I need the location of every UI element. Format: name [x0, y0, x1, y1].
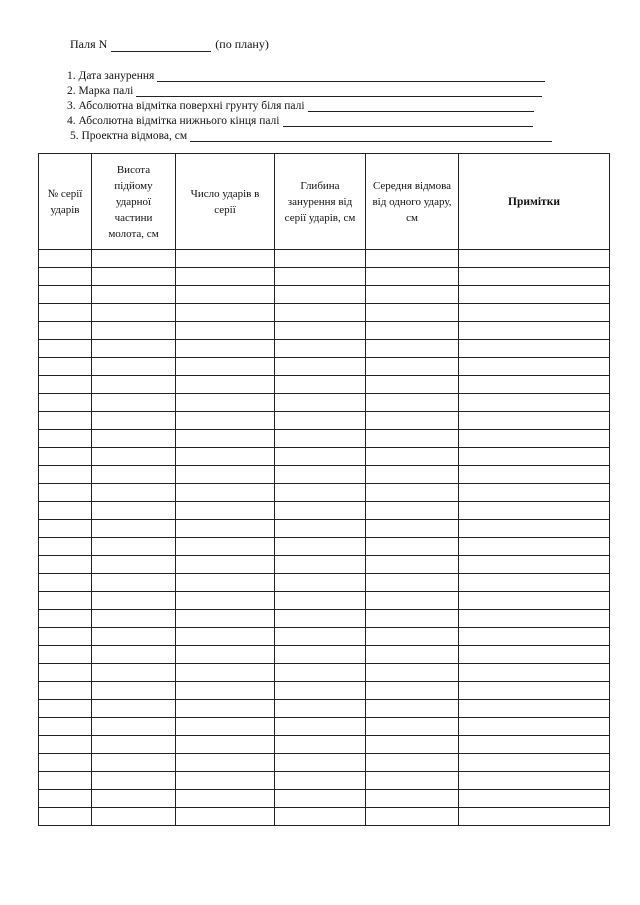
table-cell[interactable] — [176, 412, 275, 430]
table-cell[interactable] — [366, 700, 459, 718]
table-cell[interactable] — [176, 646, 275, 664]
table-row — [39, 538, 610, 556]
table-row — [39, 394, 610, 412]
table-cell[interactable] — [459, 574, 610, 592]
table-cell[interactable] — [459, 592, 610, 610]
table-cell[interactable] — [366, 574, 459, 592]
table-cell[interactable] — [176, 718, 275, 736]
table-cell[interactable] — [366, 412, 459, 430]
table-cell[interactable] — [366, 682, 459, 700]
table-cell[interactable] — [459, 358, 610, 376]
table-cell[interactable] — [275, 628, 366, 646]
table-cell[interactable] — [39, 376, 92, 394]
pile-number-field[interactable] — [111, 40, 211, 52]
table-cell[interactable] — [366, 466, 459, 484]
table-cell[interactable] — [39, 358, 92, 376]
table-cell[interactable] — [176, 502, 275, 520]
table-row — [39, 358, 610, 376]
table-cell[interactable] — [92, 358, 176, 376]
table-cell[interactable] — [459, 556, 610, 574]
table-cell[interactable] — [459, 790, 610, 808]
table-cell[interactable] — [459, 466, 610, 484]
table-cell[interactable] — [176, 628, 275, 646]
table-cell[interactable] — [366, 376, 459, 394]
table-cell[interactable] — [459, 754, 610, 772]
table-cell[interactable] — [275, 610, 366, 628]
table-cell[interactable] — [275, 808, 366, 826]
table-cell[interactable] — [459, 286, 610, 304]
table-cell[interactable] — [176, 268, 275, 286]
table-cell[interactable] — [39, 286, 92, 304]
table-row — [39, 412, 610, 430]
table-row — [39, 736, 610, 754]
table-header-row — [39, 154, 610, 250]
table-cell[interactable] — [39, 610, 92, 628]
table-cell[interactable] — [459, 376, 610, 394]
table-cell[interactable] — [366, 664, 459, 682]
table-cell[interactable] — [39, 538, 92, 556]
table-cell[interactable] — [176, 556, 275, 574]
table-row — [39, 448, 610, 466]
table-cell[interactable] — [366, 430, 459, 448]
col-header-blow-count: Число ударів в серії — [176, 154, 275, 250]
table-cell[interactable] — [176, 610, 275, 628]
table-cell[interactable] — [275, 754, 366, 772]
table-cell[interactable] — [275, 574, 366, 592]
table-row — [39, 466, 610, 484]
table-cell[interactable] — [366, 736, 459, 754]
table-row — [39, 430, 610, 448]
table-cell[interactable] — [275, 718, 366, 736]
table-row — [39, 304, 610, 322]
table-cell[interactable] — [275, 250, 366, 268]
table-cell[interactable] — [275, 448, 366, 466]
table-cell[interactable] — [459, 700, 610, 718]
table-cell[interactable] — [92, 502, 176, 520]
table-cell[interactable] — [459, 394, 610, 412]
table-cell[interactable] — [92, 772, 176, 790]
table-cell[interactable] — [459, 412, 610, 430]
table-cell[interactable] — [176, 700, 275, 718]
pile-brand-input[interactable] — [136, 85, 542, 97]
table-cell[interactable] — [176, 430, 275, 448]
table-cell[interactable] — [366, 286, 459, 304]
table-cell[interactable] — [176, 574, 275, 592]
table-cell[interactable] — [459, 484, 610, 502]
table-cell[interactable] — [92, 466, 176, 484]
table-row — [39, 574, 610, 592]
table-cell[interactable] — [176, 304, 275, 322]
table-cell[interactable] — [39, 736, 92, 754]
table-cell[interactable] — [366, 322, 459, 340]
table-row — [39, 286, 610, 304]
col-header-series-number: № серії ударів — [39, 154, 92, 250]
table-cell[interactable] — [176, 538, 275, 556]
table-cell[interactable] — [92, 574, 176, 592]
table-cell[interactable] — [366, 610, 459, 628]
table-cell[interactable] — [176, 376, 275, 394]
table-cell[interactable] — [459, 682, 610, 700]
table-cell[interactable] — [366, 808, 459, 826]
table-cell[interactable] — [92, 250, 176, 268]
table-cell[interactable] — [275, 466, 366, 484]
table-row — [39, 556, 610, 574]
table-cell[interactable] — [39, 790, 92, 808]
table-cell[interactable] — [176, 754, 275, 772]
table-cell[interactable] — [92, 286, 176, 304]
table-row — [39, 790, 610, 808]
table-cell[interactable] — [366, 304, 459, 322]
table-row — [39, 718, 610, 736]
table-cell[interactable] — [275, 376, 366, 394]
table-cell[interactable] — [176, 520, 275, 538]
table-cell[interactable] — [459, 448, 610, 466]
table-cell[interactable] — [459, 628, 610, 646]
table-cell[interactable] — [275, 340, 366, 358]
field-label: 3. Абсолютна відмітка поверхні грунту біля палі — [67, 100, 305, 112]
table-cell[interactable] — [39, 502, 92, 520]
table-row — [39, 250, 610, 268]
table-cell[interactable] — [459, 736, 610, 754]
table-cell[interactable] — [275, 664, 366, 682]
table-cell[interactable] — [39, 754, 92, 772]
table-cell[interactable] — [459, 610, 610, 628]
table-cell[interactable] — [459, 340, 610, 358]
table-cell[interactable] — [92, 520, 176, 538]
table-cell[interactable] — [176, 592, 275, 610]
table-cell[interactable] — [459, 304, 610, 322]
table-cell[interactable] — [176, 682, 275, 700]
ground-surface-mark-input[interactable] — [308, 100, 534, 112]
table-cell[interactable] — [92, 484, 176, 502]
table-cell[interactable] — [366, 340, 459, 358]
col-header-hammer-height: Висота підйому ударної частини молота, см — [92, 154, 176, 250]
table-cell[interactable] — [459, 268, 610, 286]
table-cell[interactable] — [275, 682, 366, 700]
field-label: 1. Дата занурення — [67, 70, 155, 82]
table-row — [39, 664, 610, 682]
table-row — [39, 700, 610, 718]
table-cell[interactable] — [459, 322, 610, 340]
table-cell[interactable] — [92, 808, 176, 826]
table-cell[interactable] — [366, 646, 459, 664]
table-cell[interactable] — [39, 250, 92, 268]
table-cell[interactable] — [92, 340, 176, 358]
table-cell[interactable] — [39, 664, 92, 682]
table-cell[interactable] — [92, 736, 176, 754]
table-row — [39, 772, 610, 790]
table-cell[interactable] — [459, 772, 610, 790]
col-header-immersion-depth: Глибина занурення від серії ударів, см — [275, 154, 366, 250]
table-cell[interactable] — [39, 700, 92, 718]
table-row — [39, 808, 610, 826]
table-cell[interactable] — [92, 448, 176, 466]
table-cell[interactable] — [176, 286, 275, 304]
table-cell[interactable] — [92, 592, 176, 610]
col-header-average-refusal: Середня відмова від одного удару, см — [366, 154, 459, 250]
table-cell[interactable] — [92, 664, 176, 682]
table-cell[interactable] — [275, 430, 366, 448]
table-cell[interactable] — [366, 250, 459, 268]
table-cell[interactable] — [39, 340, 92, 358]
table-cell[interactable] — [92, 304, 176, 322]
table-cell[interactable] — [39, 592, 92, 610]
table-cell[interactable] — [92, 268, 176, 286]
table-cell[interactable] — [92, 322, 176, 340]
table-row — [39, 340, 610, 358]
table-cell[interactable] — [39, 808, 92, 826]
field-immersion-date — [67, 68, 545, 82]
table-row — [39, 376, 610, 394]
table-cell[interactable] — [176, 394, 275, 412]
table-body — [39, 250, 610, 826]
table-cell[interactable] — [275, 502, 366, 520]
table-cell[interactable] — [39, 448, 92, 466]
table-cell[interactable] — [366, 502, 459, 520]
table-cell[interactable] — [275, 772, 366, 790]
table-cell[interactable] — [92, 538, 176, 556]
table-cell[interactable] — [39, 430, 92, 448]
table-cell[interactable] — [366, 718, 459, 736]
table-cell[interactable] — [39, 556, 92, 574]
table-cell[interactable] — [176, 448, 275, 466]
table-cell[interactable] — [366, 592, 459, 610]
field-pile-brand — [67, 83, 542, 97]
table-cell[interactable] — [366, 628, 459, 646]
table-cell[interactable] — [366, 520, 459, 538]
table-cell[interactable] — [459, 664, 610, 682]
table-cell[interactable] — [176, 772, 275, 790]
table-cell[interactable] — [275, 538, 366, 556]
table-row — [39, 268, 610, 286]
table-cell[interactable] — [366, 448, 459, 466]
field-pile-bottom-mark — [67, 113, 533, 127]
table-cell[interactable] — [275, 646, 366, 664]
table-cell[interactable] — [366, 538, 459, 556]
table-cell[interactable] — [39, 682, 92, 700]
table-cell[interactable] — [366, 484, 459, 502]
table-row — [39, 682, 610, 700]
table-cell[interactable] — [275, 790, 366, 808]
table-cell[interactable] — [92, 682, 176, 700]
table-cell[interactable] — [39, 718, 92, 736]
table-cell[interactable] — [92, 646, 176, 664]
table-cell[interactable] — [275, 556, 366, 574]
table-cell[interactable] — [459, 502, 610, 520]
design-refusal-input[interactable] — [190, 130, 552, 142]
table-cell[interactable] — [92, 700, 176, 718]
col-header-notes: Примітки — [459, 154, 610, 250]
table-cell[interactable] — [92, 556, 176, 574]
table-row — [39, 520, 610, 538]
table-cell[interactable] — [275, 700, 366, 718]
table-cell[interactable] — [92, 628, 176, 646]
table-cell[interactable] — [275, 304, 366, 322]
table-cell[interactable] — [92, 412, 176, 430]
table-row — [39, 502, 610, 520]
table-cell[interactable] — [92, 610, 176, 628]
field-label: 5. Проектна відмова, см — [70, 130, 188, 142]
table-cell[interactable] — [176, 790, 275, 808]
table-cell[interactable] — [459, 520, 610, 538]
table-cell[interactable] — [176, 358, 275, 376]
table-cell[interactable] — [176, 484, 275, 502]
table-cell[interactable] — [39, 484, 92, 502]
field-ground-surface-mark — [67, 98, 534, 112]
table-cell[interactable] — [39, 394, 92, 412]
table-cell[interactable] — [92, 430, 176, 448]
table-cell[interactable] — [176, 340, 275, 358]
table-cell[interactable] — [366, 772, 459, 790]
table-cell[interactable] — [275, 286, 366, 304]
field-label: 2. Марка палі — [67, 85, 134, 97]
table-cell[interactable] — [366, 754, 459, 772]
table-cell[interactable] — [176, 808, 275, 826]
table-cell[interactable] — [39, 574, 92, 592]
table-cell[interactable] — [366, 790, 459, 808]
table-cell[interactable] — [275, 322, 366, 340]
pile-number-label: Паля N — [70, 37, 108, 51]
table-cell[interactable] — [366, 268, 459, 286]
field-design-refusal — [70, 128, 552, 142]
table-row — [39, 754, 610, 772]
table-cell[interactable] — [366, 394, 459, 412]
table-cell[interactable] — [39, 466, 92, 484]
table-cell[interactable] — [176, 250, 275, 268]
table-cell[interactable] — [39, 412, 92, 430]
table-cell[interactable] — [39, 646, 92, 664]
table-cell[interactable] — [92, 718, 176, 736]
table-row — [39, 322, 610, 340]
pile-driving-log-table — [38, 153, 610, 826]
table-cell[interactable] — [275, 592, 366, 610]
table-cell[interactable] — [176, 736, 275, 754]
table-cell[interactable] — [459, 538, 610, 556]
table-cell[interactable] — [92, 754, 176, 772]
table-row — [39, 592, 610, 610]
table-row — [39, 610, 610, 628]
table-cell[interactable] — [39, 628, 92, 646]
table-cell[interactable] — [275, 268, 366, 286]
table-cell[interactable] — [275, 412, 366, 430]
table-cell[interactable] — [176, 322, 275, 340]
table-cell[interactable] — [459, 718, 610, 736]
pile-number-line — [70, 38, 269, 52]
table-cell[interactable] — [92, 790, 176, 808]
table-cell[interactable] — [366, 556, 459, 574]
table-cell[interactable] — [92, 376, 176, 394]
field-label: 4. Абсолютна відмітка нижнього кінця палі — [67, 115, 280, 127]
table-cell[interactable] — [176, 664, 275, 682]
table-cell[interactable] — [39, 520, 92, 538]
pile-bottom-mark-input[interactable] — [283, 115, 533, 127]
plan-label: (по плану) — [215, 37, 269, 51]
table-cell[interactable] — [39, 322, 92, 340]
table-cell[interactable] — [275, 484, 366, 502]
table-cell[interactable] — [39, 772, 92, 790]
table-cell[interactable] — [39, 268, 92, 286]
table-row — [39, 484, 610, 502]
table-cell[interactable] — [92, 394, 176, 412]
table-row — [39, 646, 610, 664]
table-cell[interactable] — [459, 430, 610, 448]
table-cell[interactable] — [176, 466, 275, 484]
table-row — [39, 628, 610, 646]
table-cell[interactable] — [459, 808, 610, 826]
table-cell[interactable] — [366, 358, 459, 376]
table-cell[interactable] — [275, 736, 366, 754]
table-cell[interactable] — [39, 304, 92, 322]
immersion-date-input[interactable] — [157, 70, 545, 82]
table-cell[interactable] — [275, 358, 366, 376]
table-cell[interactable] — [275, 520, 366, 538]
table-cell[interactable] — [459, 646, 610, 664]
table-cell[interactable] — [459, 250, 610, 268]
table-cell[interactable] — [275, 394, 366, 412]
